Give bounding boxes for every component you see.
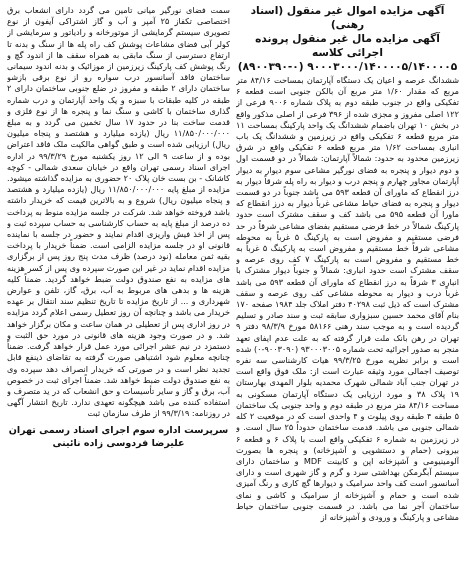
notice-right-column	[236, 4, 459, 570]
notice-body-left: سمت فضای نورگیر میانی تامین می گردد دارای انشعاب برق اختصاصی تکفاز ۲۵ آمپر و آب و گاز اشتراکی آیفون از نوع تصویری سیستم گرمایشی از موتورخانه و رادیاتور و سرمایشی از کولر آبی فضای مشاعات پوشش کف راه پله ها از سنگ و بدنه تا ارتفاع دسترسی از سنگ مابقی به همراه سقف ها از اندود گچ و رنگ پوشش کف پارکینگ زیرزمین از موزائیک و بدنه اندود سیمانی ساختمان فاقد آسانسور درب سواره رو از نوع برقی بازشو ساختمان دارای ۲ طبقه و مفروز در ضلع جنوبی ساختمان دارای ۲ طبقه در کلیه طبقات با سبزه و یک واحد آپارتمان و درب شماره گذاری ساختمان با کاشی و سنگ نما و پنجره ها از نوع فلزی و قدمت ساخت بنا در حدود ۱۷ سال تخمین می گردد و به مبلغ ۱۱/۸۵۰/۰۰۰/۰۰۰ ریال (یازده میلیارد و هشتصد و پنجاه میلیون ریال) ارزیابی شده است و طبق گواهی مالکیت ملک فاقد اعتراض بوده و از ساعت ۹ الی ۱۲ روز یکشنبه مورخ ۹۹/۳/۲۹ در اداره اجرای اسناد رسمی تهران واقع در خیابان سعدی شمالی - کوچه کاشانک - بن بست خان پلاک ۲۰ حضوری به مزایده گذاشته میشود. مزایده از مبلغ پایه ۱۱/۸۵۰/۰۰۰/۰۰۰ ریال (یازده میلیارد و هشتصد و پنجاه میلیون ریال) شروع و به بالاترین قیمت که خریدار داشته باشد فروخته خواهد شد. شرکت در جلسه مزایده منوط به پرداخت ده درصد از مبلغ پایه به حساب کارشناسی به حساب سپرده ثبت و پس از اخذ فیش واریزی اقدام نمایند و حضور در جلسه با نماینده قانونی او در جلسه مزایده الزامی است. ضمناً خریدار با پرداخت بقیه ثمن معامله (نود درصد) ظرف مدت پنج روز پس از برگزاری مزایده اقدام نماید در غیر این صورت سپرده وی پس از کسر هزینه های مزایده به نفع صندوق دولت ضبط خواهد گردید. ضمناً کلیه هزینه ها و بدهی های مربوط به آب، برق، گاز، تلفن و عوارض شهرداری و ... از تاریخ مزایده تا تاریخ تنظیم سند انتقال بر عهده خریدار می باشد و چنانچه آن روز تعطیل رسمی اعلام گردد مزایده در روز اداری پس از تعطیلی در همان ساعت و مکان برگزار خواهد شد. و در صورت وجود هزینه های قانونی در مورد حق الثبت و دستمزد در نیم عشر اجرائی مورد عمل قرار خواهد گرفت. ضمناً چنانچه معلوم شود اشتباهی صورت گرفته به تقاضای ذینفع قابل تجدید نظر است و در صورتی که خریدار انصراف دهد سپرده وی به نفع صندوق دولت ضبط خواهد شد. ضمناً اجرای ثبت در خصوص آب، برق و گاز و سایر تأسیسات و حق انشعاب که در ید متصرف و استفاده کننده می باشد هیچگونه تعهدی ندارد. تاریخ انتشار آگهی در روزنامه: ۹۹/۳/۱۹ از طرف سازمان ثبت	[7, 5, 230, 419]
notice-title-line1: آگهی مزایده اموال غیر منقول (اسناد رهنی)	[250, 5, 445, 31]
signature-name: علیرضا فردوسی زاده نائینی	[52, 437, 185, 449]
notice-page	[6, 4, 459, 570]
notice-header	[236, 4, 459, 74]
notice-left-column	[7, 4, 230, 570]
notice-title-line2: آگهی مزایده مال غیر منقول پرونده اجرائی کلاسه	[255, 33, 440, 59]
notice-signature	[7, 424, 230, 450]
notice-case-number: ۹۰۰۰۳۰۰۰/۱۴۰۰۰۰۵/۱۴۰۰۰۰۵ (۸۹۰۰۳۹۰-۰)	[237, 61, 458, 73]
signature-title: سرپرست اداره سوم اجرای اسناد رسمی تهران	[8, 424, 229, 436]
notice-body-right: ششدانگ عرصه و اعیان یک دستگاه آپارتمان بمساحت ۸۴/۱۶ متر مربع که مقدار ۱/۶۰ متر مربع آن بالکن جنوبی است قطعه ۶ تفکیکی واقع در جنوب طبقه دوم به پلاک شماره ۹۰۰۶ فرعی از ۱۲۲ اصلی مفروز و مجزی شده از ۳۹۶ فرعی از اصلی مذکور واقع در بخش ۱۰ تهران باضمام ششدانگ یک واحد پارکینگ بمساحت ۱۱ متر مربع قطعه ۶ تفکیکی واقع در زیرزمین و ششدانگ یک باب انباری بمساحت ۱/۶۲ متر مربع قطعه ۶ تفکیکی واقع در شرق زیرزمین محدود به حدود: شمالاً آپارتمان: شمالاً در دو قسمت اول و دوم دیوار و پنجره به فضای نورگیر مشاعی سوم دیوار به دیوار آپارتمان مجاور چهارم و پنجم درب و دیوار به راه پله شرقاً دیوار به درز انقطاع که ماورای آن قطعه ۵۹۳ می باشد جنوباً در دو قسمت دیوار و پنجره به فضای حیاط مشاعی غرباً دیوار به درز انقطاع که ماورا آن قطعه ۵۹۵ می باشد کف و سقف مشترک است حدود پارکینگ شمالاً در خط فرضی مستقیم بفضای مشاعی شرقاً در حد فرضی مستقیم و مفروض است به پارکینگ ۵ غرباً به محوطه مشاعی شرقاً خط مستقیم و مفروض است به پارکینگ ۵ غرباً به خط مستقیم و مفروض است به پارکینگ ۷ کف روی عرصه و سقف مشترک است حدود انباری: شمالاً و جنوباً دیوار مشترک با انباری ۳ شرقاً به درز انقطاع که ماورای آن قطعه ۵۹۳ می باشد غرباً درب و دیوار به محوطه مشاعی کف روی عرصه و سقف مشترک است که ذیل ثبت ۴۰۲۹۸ دفتر املاک جلد ۱۹۸۴ صفحه ۱۷۰ بنام آقای محمد حسین سبزواری سابقه ثبت و سند صادر و تسلیم گردیده است و به موجب سند رهنی ۵۸۱۶۶ مورخ ۹۸/۳/۹ دفتر ۹ تهران در رهن بانک ملت قرار گرفته که به علت عدم ایفای تعهد منجر به صدور اجرائیه تحت شماره ۹۳۰۰۰۳۰۰۵ (۹۰۰۳۰۹۰-۰) شده است و برابر نظریه مورخ ۹۹/۳/۲۵ هیات کارشناسی سه نفره توصیف اجمالی مورد وثیقه عبارت است از: ملک فوق واقع است در تهران جنب آباد شمالی شهرک محمدیه بلوار المهدی بهارستان ۱۹ پلاک ۳۸ و مورد ارزیابی یک دستگاه آپارتمان مسکونی به مساحت ۸۴/۱۶ متر مربع در طبقه دوم و واحد جنوبی یک ساختمان ۵ طبقه ۴ طبقه روی پیلوت و ۴ واحدی است که در موقعیت ۲ کله شمالی جنوبی می باشد. قدمت ساختمان حدوداً ۲۵ سال است. و در زیرزمین به شماره ۶ تفکیکی واقع است با پلاک ۶ و قطعه ۶ بیرونی (حمام و دستشویی و آشپزخانه) و پنجره ها بصورت آلومینیومی و آشپزخانه اپن و کابینت MDF و ساختمان دارای سیستم آبگرمکن بهداشتی سرد و گرم و گاز شهری است و دارای آسانسور است کف واحد سرامیک و دیوارها گچ کاری و رنگ آمیزی شده است و حمام و آشپزخانه از سرامیک و کاشی و نمای ساختمان آجر نما می باشد. در قسمت جنوبی ساختمان حیاط مشاعی و پارکینگ و ورودی و آشپزخانه از	[236, 75, 459, 522]
